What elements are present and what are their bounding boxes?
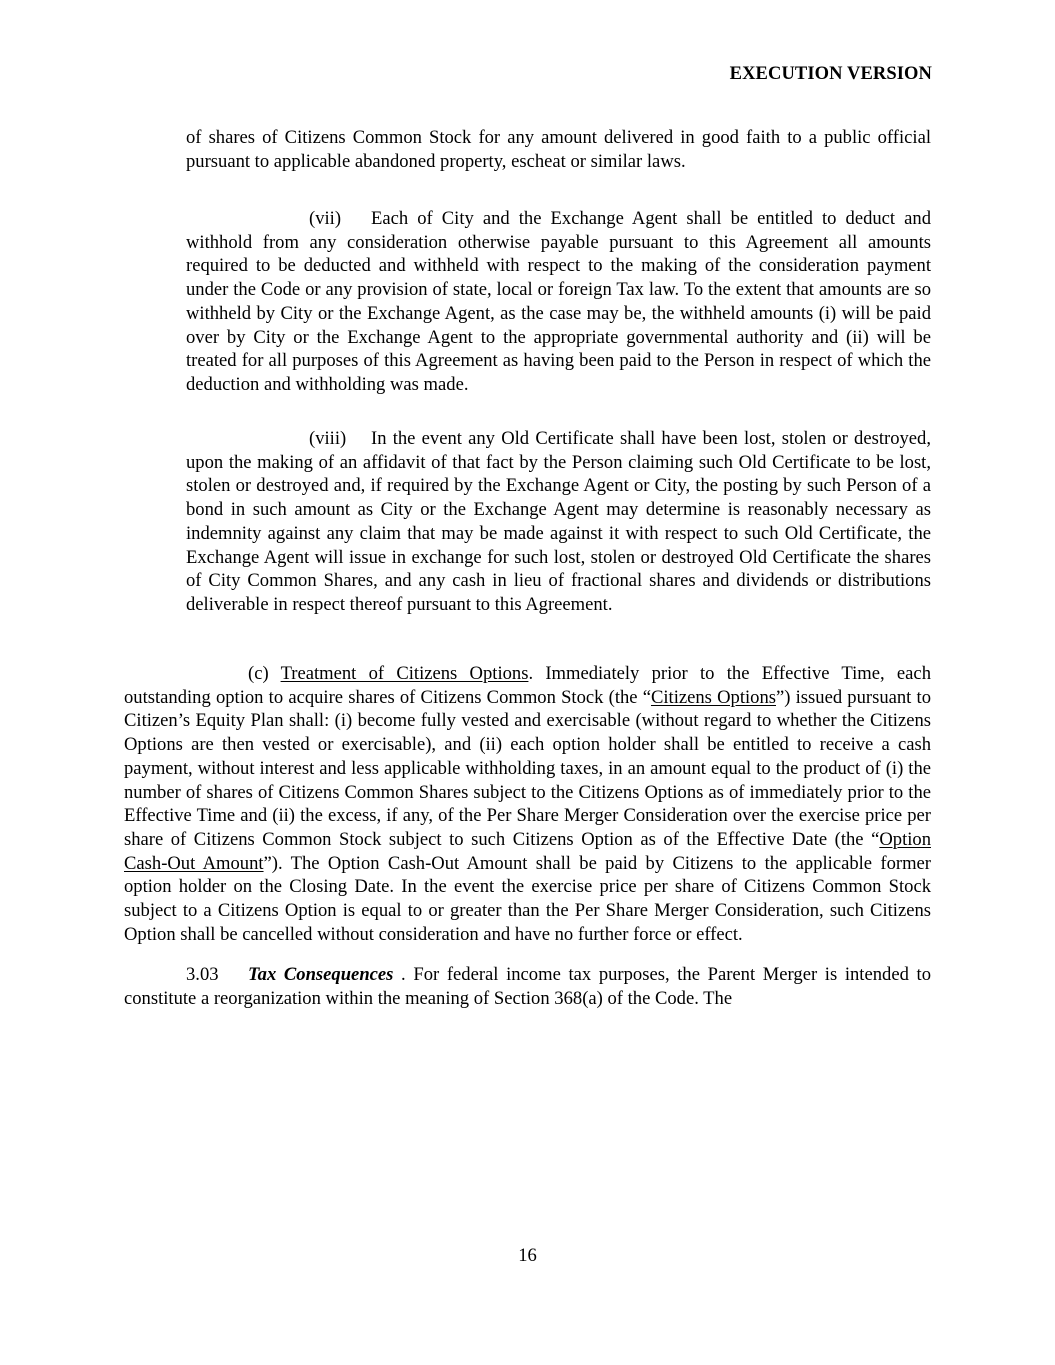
defined-term-citizens-options: Citizens Options: [650, 686, 776, 708]
clause-number: (vii): [309, 208, 342, 229]
section-heading: Tax Consequences: [248, 964, 394, 985]
execution-version-header: EXECUTION VERSION: [729, 64, 932, 84]
paragraph-text: of shares of Citizens Common Stock for any amount delivered in good faith to a public official pursuant to applicable abandoned property, escheat or similar laws.: [186, 127, 931, 172]
paragraph-text: . Immediately prior to the Effective Time, each outstanding option to acquire shares of Citizens Common Stock (the “: [124, 663, 931, 708]
paragraph-viii-lost-certificate: [186, 427, 931, 617]
paragraph-escheat-continuation: [186, 126, 931, 173]
clause-number: (viii): [309, 428, 347, 449]
clause-number: (c): [248, 663, 269, 684]
page-number: 16: [518, 1245, 537, 1266]
paragraph-3-03-tax-consequences: [124, 963, 931, 1010]
paragraph-text: . For federal income tax purposes, the Parent Merger is intended to constitute a reorganization within the meaning of Section 368(a) of the Code. The: [124, 964, 931, 1009]
paragraph-text: ”). The Option Cash-Out Amount shall be paid by Citizens to the applicable former option holder on the Closing Date. In the event the exercise price per share of Citizens Common Stock subject to a Citizens Option is equal to or greater than the Per Share Merger Consideration, such Citizens Option shall be cancelled without consideration and have no further force or effect.: [124, 852, 931, 945]
section-heading: Treatment of Citizens Options: [280, 663, 529, 684]
defined-term-option-cash-out-amount: Option Cash-Out Amount: [124, 828, 931, 874]
paragraph-text: In the event any Old Certificate shall have been lost, stolen or destroyed, upon the making of an affidavit of that fact by the Person claiming such Old Certificate to be lost, stolen or destroyed and, if required by the Exchange Agent or City, the posting by such Person of a bond in such amount as City or the Exchange Agent may determine is reasonably necessary as indemnity against any claim that may be made against it with respect to such Old Certificate, the Exchange Agent will issue in exchange for such lost, stolen or destroyed Old Certificate the shares of City Common Shares, and any cash in lieu of fractional shares and dividends or distributions deliverable in respect thereof pursuant to this Agreement.: [186, 428, 931, 615]
paragraph-text: ”) issued pursuant to Citizen’s Equity Plan shall: (i) become fully vested and exercisable (without regard to whether the Citizens Options are then vested or exercisable), and (ii) each option holder shall be entitled to receive a cash payment, without interest and less applicable withholding taxes, in an amount equal to the product of (i) the number of shares of Citizens Common Shares subject to the Citizens Options as of immediately prior to the Effective Time and (ii) the excess, if any, of the Per Share Merger Consideration over the exercise price per share of Citizens Common Stock subject to such Citizens Option as of the Effective Date (the “: [124, 686, 931, 850]
paragraph-text: Each of City and the Exchange Agent shall be entitled to deduct and withhold from any consideration otherwise payable pursuant to this Agreement all amounts required to be deducted and withheld with respect to the making of the consideration payment under the Code or any provision of state, local or foreign Tax law. To the extent that amounts are so withheld by City or the Exchange Agent, as the case may be, the withheld amounts (i) will be paid over by City or the Exchange Agent to the appropriate governmental authority and (ii) will be treated for all purposes of this Agreement as having been paid to the Person in respect of which the deduction and withholding was made.: [186, 208, 931, 395]
paragraph-c-citizens-options: [124, 662, 931, 946]
section-number: 3.03: [186, 964, 219, 985]
paragraph-vii-withholding: [186, 207, 931, 397]
